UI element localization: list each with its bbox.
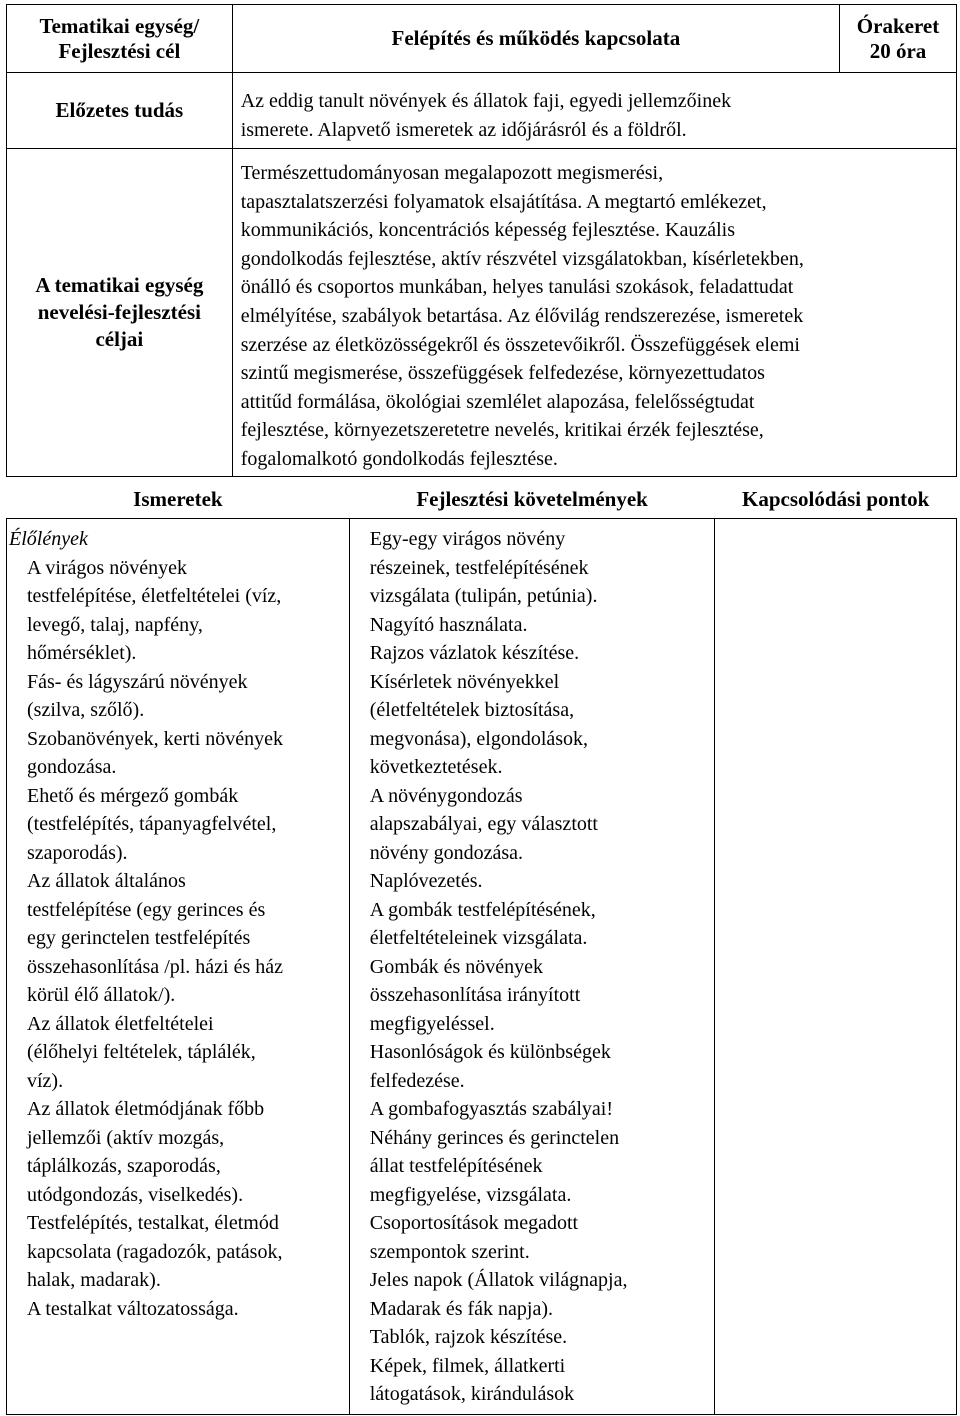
- requirement-line: megvonása), elgondolások,: [369, 727, 589, 750]
- goals-label-line: A tematikai egység: [35, 273, 204, 297]
- requirement-line: (életfeltételek biztosítása,: [369, 699, 575, 721]
- goals-label-line: céljai: [95, 327, 144, 351]
- goals-label-line: nevelési-fejlesztési: [37, 300, 201, 324]
- requirement-line: látogatások, kirándulások: [369, 1383, 575, 1405]
- unit-label-line-2: Fejlesztési cél: [58, 38, 181, 63]
- requirement-line: Egy-egy virágos növény: [369, 528, 566, 550]
- knowledge-line: levegő, talaj, napfény,: [27, 613, 203, 636]
- prior-knowledge-text: [232, 73, 956, 149]
- knowledge-line: Az állatok általános: [27, 870, 186, 892]
- requirement-line: megfigyeléssel.: [369, 1012, 495, 1035]
- requirement-line: alapszabályai, egy választott: [369, 813, 598, 835]
- requirement-line: Madarak és fák napja).: [369, 1297, 553, 1320]
- knowledge-line: víz).: [27, 1069, 64, 1092]
- knowledge-line: A testalkat változatossága.: [27, 1297, 239, 1320]
- goals-line: attitűd formálása, ökológiai szemlélet alapozása, felelősségtudat: [240, 390, 755, 413]
- hours-label: Órakeret: [856, 13, 940, 38]
- requirement-line: Nagyító használata.: [369, 613, 528, 636]
- hours-cell: [840, 5, 957, 73]
- requirement-line: Hasonlóságok és különbségek: [369, 1041, 611, 1063]
- requirement-line: A növénygondozás: [369, 784, 523, 807]
- goals-line: szintű megismerése, összefüggések felfedezése, környezettudatos: [240, 362, 765, 385]
- content-table: [6, 480, 957, 1415]
- goals-line: tapasztalatszerzési folyamatok elsajátítása. A megtartó emlékezet,: [240, 190, 767, 213]
- column-header-knowledge: Ismeretek: [133, 486, 223, 511]
- goals-line: szerzése az életközösségekről és összetevőikről. Összefüggések elemi: [240, 333, 800, 356]
- goals-text: [232, 149, 956, 477]
- hours-value: 20 óra: [869, 38, 927, 63]
- knowledge-line: táplálkozás, szaporodás,: [27, 1155, 221, 1177]
- knowledge-heading: Élőlények: [9, 528, 88, 550]
- goals-line: Természettudományosan megalapozott megismerési,: [240, 162, 664, 184]
- requirement-line: vizsgálata (tulipán, petúnia).: [369, 585, 598, 607]
- requirement-line: Képek, filmek, állatkerti: [369, 1354, 566, 1377]
- knowledge-line: egy gerinctelen testfelépítés: [27, 927, 251, 949]
- knowledge-line: (élőhelyi feltételek, táplálék,: [27, 1041, 256, 1063]
- column-header-connections: Kapcsolódási pontok: [742, 486, 930, 511]
- knowledge-line: utódgondozás, viselkedés).: [27, 1183, 244, 1206]
- goals-line: önálló és csoportos munkában, helyes tanulási szokások, feladattudat: [240, 276, 794, 299]
- goals-line: kommunikációs, koncentrációs képesség fejlesztése. Kauzális: [240, 219, 735, 242]
- prior-knowledge-line: ismerete. Alapvető ismeretek az időjárásról és a földről.: [240, 118, 687, 141]
- knowledge-line: hőmérséklet).: [27, 642, 137, 664]
- requirements-column: [349, 519, 715, 1415]
- requirement-line: felfedezése.: [369, 1069, 465, 1092]
- requirement-line: Tablók, rajzok készítése.: [369, 1326, 568, 1348]
- knowledge-column: [7, 519, 350, 1415]
- knowledge-line: (testfelépítés, tápanyagfelvétel,: [27, 813, 277, 835]
- requirement-line: következtetések.: [369, 756, 503, 778]
- requirement-line: szempontok szerint.: [369, 1240, 530, 1263]
- requirement-line: Gombák és növények: [369, 955, 544, 978]
- knowledge-line: jellemzői (aktív mozgás,: [27, 1126, 225, 1149]
- knowledge-line: halak, madarak).: [27, 1269, 161, 1291]
- knowledge-line: (szilva, szőlő).: [27, 699, 145, 721]
- knowledge-line: összehasonlítása /pl. házi és ház: [27, 955, 284, 978]
- knowledge-line: kapcsolata (ragadozók, patások,: [27, 1240, 283, 1263]
- requirement-line: Rajzos vázlatok készítése.: [369, 642, 580, 664]
- knowledge-line: Az állatok életfeltételei: [27, 1012, 214, 1035]
- knowledge-line: Szobanövények, kerti növények: [27, 727, 284, 750]
- requirement-line: Naplóvezetés.: [369, 870, 483, 892]
- knowledge-line: testfelépítése, életfeltételei (víz,: [27, 585, 282, 607]
- requirement-line: életfeltételeinek vizsgálata.: [369, 927, 588, 949]
- knowledge-line: Ehető és mérgező gombák: [27, 784, 239, 807]
- knowledge-line: Az állatok életmódjának főbb: [27, 1098, 265, 1120]
- knowledge-line: körül élő állatok/).: [27, 984, 176, 1006]
- requirement-line: Csoportosítások megadott: [369, 1212, 579, 1234]
- knowledge-line: A virágos növények: [27, 556, 187, 579]
- knowledge-line: Testfelépítés, testalkat, életmód: [27, 1212, 279, 1234]
- requirement-line: Jeles napok (Állatok világnapja,: [369, 1269, 628, 1291]
- prior-knowledge-label: Előzetes tudás: [7, 73, 233, 149]
- requirement-line: A gombafogyasztás szabályai!: [369, 1098, 614, 1120]
- goals-line: fogalomalkotó gondolkodás fejlesztése.: [240, 447, 558, 470]
- knowledge-line: Fás- és lágyszárú növények: [27, 670, 248, 693]
- requirement-line: összehasonlítása irányított: [369, 984, 581, 1006]
- unit-header-table: [6, 4, 957, 477]
- requirement-line: növény gondozása.: [369, 841, 524, 864]
- unit-title: Felépítés és működés kapcsolata: [232, 5, 839, 73]
- knowledge-line: gondozása.: [27, 756, 117, 778]
- column-header-requirements: Fejlesztési követelmények: [416, 486, 648, 511]
- connections-column: [715, 519, 957, 1415]
- prior-knowledge-line: Az eddig tanult növények és állatok faji, egyedi jellemzőinek: [240, 90, 732, 112]
- requirement-line: részeinek, testfelépítésének: [369, 556, 589, 579]
- knowledge-line: testfelépítése (egy gerinces és: [27, 898, 266, 921]
- requirement-line: Néhány gerinces és gerinctelen: [369, 1126, 620, 1149]
- goals-line: elmélyítése, szabályok betartása. Az élővilág rendszerezése, ismeretek: [240, 304, 804, 327]
- unit-label-cell: [7, 5, 233, 73]
- knowledge-line: szaporodás).: [27, 841, 128, 864]
- goals-line: gondolkodás fejlesztése, aktív részvétel vizsgálatokban, kísérletekben,: [240, 247, 804, 270]
- goals-line: fejlesztése, környezetszeretetre nevelés, kritikai érzék fejlesztése,: [240, 419, 764, 442]
- requirement-line: állat testfelépítésének: [369, 1155, 543, 1177]
- requirement-line: A gombák testfelépítésének,: [369, 898, 596, 921]
- unit-label-line-1: Tematikai egység/: [39, 13, 200, 38]
- requirement-line: megfigyelése, vizsgálata.: [369, 1183, 572, 1206]
- goals-label: [7, 149, 233, 477]
- requirement-line: Kísérletek növényekkel: [369, 670, 560, 693]
